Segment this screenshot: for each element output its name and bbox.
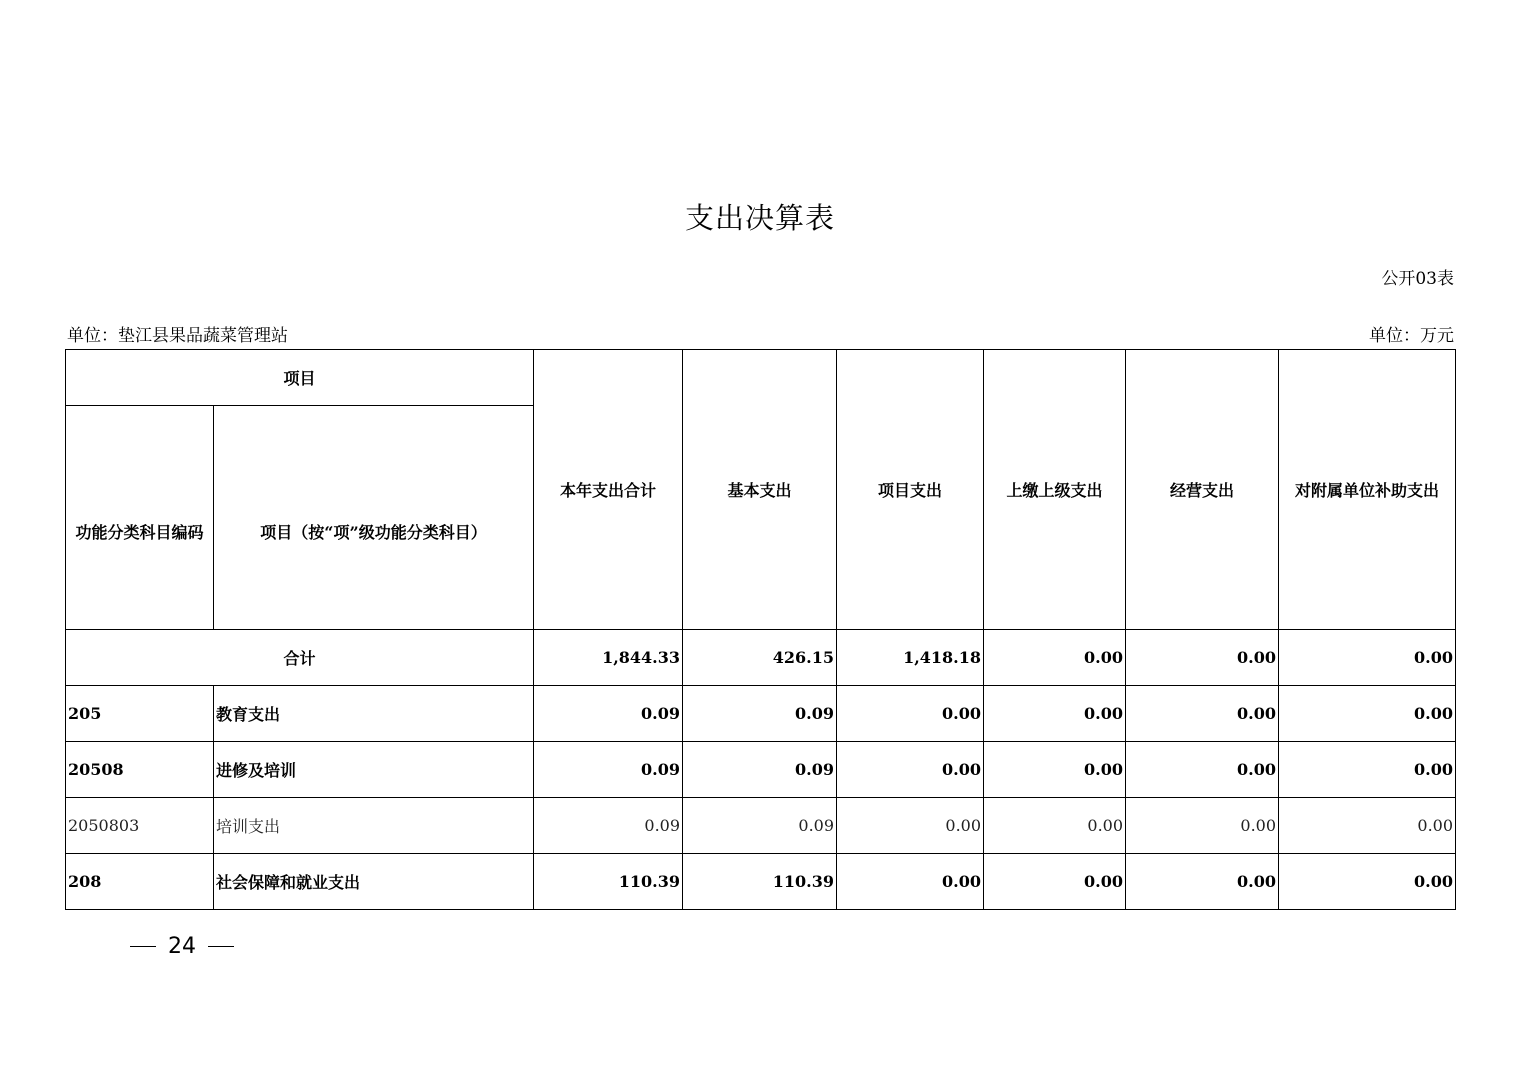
name-cell: 培训支出	[214, 798, 534, 854]
upper-cell: 0.00	[984, 798, 1126, 854]
business-cell: 0.00	[1126, 854, 1279, 910]
total-cell: 1,844.33	[534, 630, 683, 686]
code-cell: 208	[66, 854, 214, 910]
subsidy-cell: 0.00	[1279, 798, 1456, 854]
unit-currency: 单位：万元	[1369, 326, 1454, 346]
subsidy-cell: 0.00	[1279, 686, 1456, 742]
subsidy-cell: 0.00	[1279, 742, 1456, 798]
business-cell: 0.00	[1126, 798, 1279, 854]
unit-organization: 单位：垫江县果品蔬菜管理站	[67, 326, 288, 346]
header-project-expenditure: 项目支出	[837, 350, 984, 630]
business-cell: 0.00	[1126, 742, 1279, 798]
basic-cell: 0.09	[683, 742, 837, 798]
upper-cell: 0.00	[984, 854, 1126, 910]
basic-cell: 426.15	[683, 630, 837, 686]
basic-cell: 0.09	[683, 798, 837, 854]
table-row	[66, 798, 1456, 854]
business-cell: 0.00	[1126, 686, 1279, 742]
total-cell: 0.09	[534, 742, 683, 798]
upper-cell: 0.00	[984, 742, 1126, 798]
table-id: 公开03表	[1381, 269, 1454, 289]
total-label: 合计	[66, 630, 534, 686]
dash-right	[208, 946, 234, 948]
business-cell: 0.00	[1126, 630, 1279, 686]
table-row	[66, 742, 1456, 798]
page-title: 支出决算表	[684, 201, 835, 235]
header-subsidy: 对附属单位补助支出	[1279, 350, 1456, 630]
header-upper-payment: 上缴上级支出	[984, 350, 1126, 630]
total-cell: 110.39	[534, 854, 683, 910]
project-cell: 0.00	[837, 798, 984, 854]
header-item: 项目（按“项”级功能分类科目）	[214, 406, 534, 630]
table-row	[66, 686, 1456, 742]
header-total: 本年支出合计	[534, 350, 683, 630]
name-cell: 进修及培训	[214, 742, 534, 798]
upper-cell: 0.00	[984, 686, 1126, 742]
code-cell: 20508	[66, 742, 214, 798]
upper-cell: 0.00	[984, 630, 1126, 686]
project-cell: 0.00	[837, 854, 984, 910]
basic-cell: 110.39	[683, 854, 837, 910]
table-row-total	[66, 630, 1456, 686]
code-cell: 2050803	[66, 798, 214, 854]
header-project: 项目	[66, 350, 534, 406]
total-cell: 0.09	[534, 686, 683, 742]
name-cell: 教育支出	[214, 686, 534, 742]
project-cell: 1,418.18	[837, 630, 984, 686]
page-number: 24	[168, 934, 196, 959]
page-footer	[130, 934, 234, 959]
project-cell: 0.00	[837, 742, 984, 798]
subsidy-cell: 0.00	[1279, 630, 1456, 686]
code-cell: 205	[66, 686, 214, 742]
header-basic: 基本支出	[683, 350, 837, 630]
name-cell: 社会保障和就业支出	[214, 854, 534, 910]
table-row	[66, 854, 1456, 910]
total-cell: 0.09	[534, 798, 683, 854]
header-business: 经营支出	[1126, 350, 1279, 630]
basic-cell: 0.09	[683, 686, 837, 742]
header-code: 功能分类科目编码	[66, 406, 214, 630]
subsidy-cell: 0.00	[1279, 854, 1456, 910]
dash-left	[130, 946, 156, 948]
expenditure-table	[65, 349, 1456, 910]
project-cell: 0.00	[837, 686, 984, 742]
